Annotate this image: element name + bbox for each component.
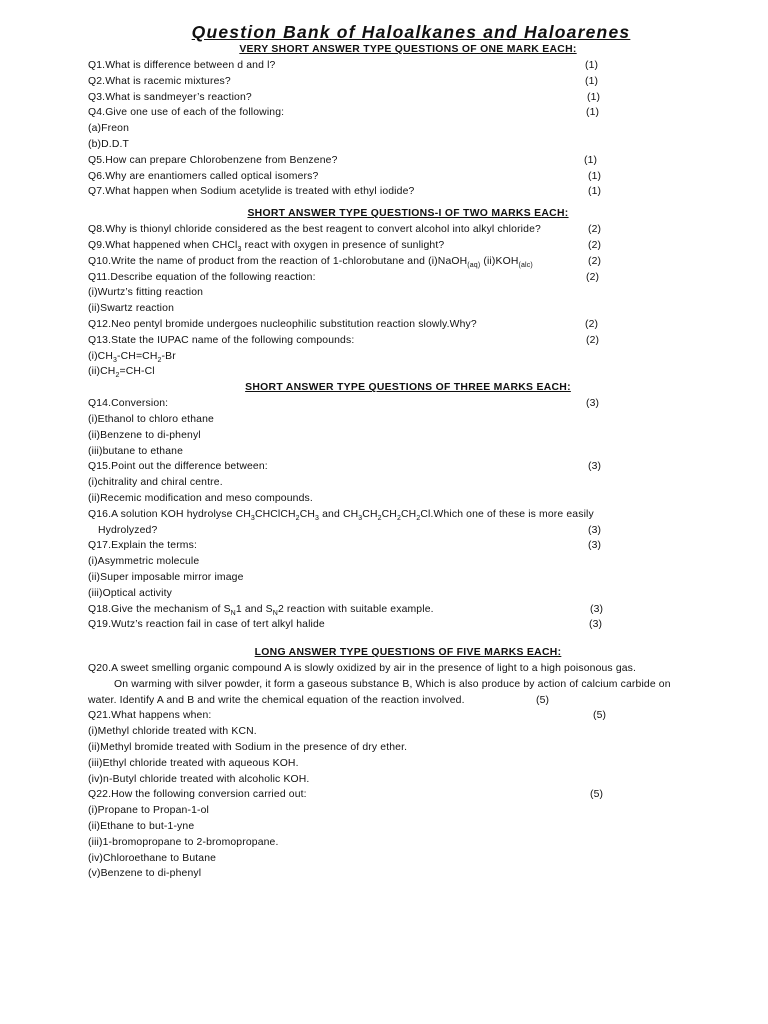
- question-text: water. Identify A and B and write the chemical equation of the reaction involved.: [88, 694, 465, 706]
- marks-label: (1): [586, 107, 600, 119]
- question-text: Q16.A solution KOH hydrolyse CH: [88, 508, 251, 520]
- marks-label: (5): [536, 694, 550, 706]
- question-q9: [88, 238, 728, 254]
- question-text: CH: [381, 508, 397, 520]
- question-q1: [88, 58, 728, 74]
- marks-label: (2): [588, 224, 602, 236]
- question-q2: [88, 74, 728, 90]
- formula-text: -Br: [161, 350, 176, 362]
- subscript: 3: [113, 356, 118, 364]
- marks-label: (1): [585, 60, 599, 71]
- question-q7: [88, 184, 728, 200]
- subscript: 2: [377, 514, 382, 522]
- document-page: [88, 22, 728, 882]
- question-text: Q17.Explain the terms:: [88, 540, 197, 552]
- question-q3: [88, 90, 728, 106]
- marks-label: (1): [584, 154, 598, 166]
- sub-item: (iii)Optical activity: [88, 587, 172, 599]
- question-text: Q15.Point out the difference between:: [88, 461, 268, 473]
- marks-label: (2): [586, 271, 600, 283]
- sub-item: (iii)Ethyl chloride treated with aqueous KOH.: [88, 757, 299, 769]
- formula-text: (ii)CH: [88, 366, 116, 378]
- subscript: 3: [358, 514, 363, 522]
- question-q19: [88, 617, 728, 633]
- question-text: Q14.Conversion:: [88, 398, 169, 410]
- page-title: Question Bank of Haloalkanes and Haloarenes: [191, 22, 631, 42]
- sub-item: (ii)Swartz reaction: [88, 303, 174, 315]
- section-heading-two-marks: SHORT ANSWER TYPE QUESTIONS-I OF TWO MARKS EACH:: [247, 208, 569, 220]
- question-text: Cl.Which one of these is more easily: [420, 508, 594, 520]
- marks-label: (3): [588, 461, 602, 473]
- question-text: Q13.State the IUPAC name of the following compounds:: [88, 334, 355, 346]
- marks-label: (2): [585, 318, 599, 330]
- question-q20-continued: [88, 693, 728, 709]
- marks-label: (1): [588, 170, 602, 182]
- marks-label: (3): [589, 619, 603, 631]
- question-text: Hydrolyzed?: [98, 524, 158, 536]
- question-text: Q6.Why are enantiomers called optical isomers?: [88, 170, 319, 182]
- question-text: Q12.Neo pentyl bromide undergoes nucleophilic substitution reaction slowly.Why?: [88, 318, 477, 330]
- question-q10: [88, 254, 728, 270]
- question-q17: [88, 538, 728, 554]
- question-text: Q5.How can prepare Chlorobenzene from Benzene?: [88, 154, 338, 166]
- sub-item: (a)Freon: [88, 123, 130, 135]
- question-text: Q11.Describe equation of the following reaction:: [88, 271, 316, 283]
- question-text: Q9.What happened when CHCl: [88, 239, 238, 251]
- sub-item: (iv)Chloroethane to Butane: [88, 852, 217, 864]
- question-text: CH: [299, 508, 316, 520]
- marks-label: (2): [588, 255, 602, 267]
- question-q11: [88, 270, 728, 286]
- question-text: CHClCH: [254, 508, 296, 520]
- subscript: 2: [416, 514, 421, 522]
- question-text: (ii)KOH: [480, 255, 519, 267]
- sub-item: (iii)butane to ethane: [88, 445, 183, 457]
- question-q22: [88, 787, 728, 803]
- sub-item: (i)Wurtz’s fitting reaction: [88, 287, 204, 299]
- marks-label: (1): [585, 75, 599, 87]
- question-text: Q22.How the following conversion carried out:: [88, 789, 307, 801]
- sub-item-formula: [88, 349, 728, 365]
- question-text: Q10.Write the name of product from the reaction of 1-chlorobutane and (i)NaOH: [88, 255, 468, 267]
- question-q6: [88, 169, 728, 185]
- question-q21: [88, 708, 728, 724]
- subscript: 2: [396, 514, 402, 522]
- subscript: (aq): [467, 261, 481, 269]
- marks-label: (3): [590, 603, 604, 615]
- question-q4: [88, 105, 728, 121]
- question-text: 2 reaction with suitable example.: [277, 603, 434, 615]
- question-q15: [88, 459, 728, 475]
- question-text: Q3.What is sandmeyer’s reaction?: [88, 91, 252, 103]
- marks-label: (1): [587, 91, 601, 103]
- marks-label: (3): [588, 540, 602, 552]
- question-text: CH: [362, 508, 378, 520]
- question-q20: Q20.A sweet smelling organic compound A is slowly oxidized by air in the presence of light to a high poisonous gas.: [88, 663, 637, 675]
- subscript: 2: [295, 514, 300, 522]
- question-q12: [88, 317, 728, 333]
- marks-label: (2): [588, 239, 602, 251]
- question-text: Q8.Why is thionyl chloride considered as the best reagent to convert alcohol into alkyl chloride?: [88, 224, 541, 236]
- sub-item: (ii)Super imposable mirror image: [88, 571, 244, 583]
- subscript: N: [230, 609, 236, 617]
- sub-item: (ii)Benzene to di-phenyl: [88, 429, 201, 441]
- sub-item: (ii)Ethane to but-1-yne: [88, 821, 195, 833]
- subscript: 2: [157, 356, 162, 364]
- subscript: (alc): [518, 261, 533, 269]
- sub-item: (i)Asymmetric molecule: [88, 556, 200, 568]
- question-q8: [88, 222, 728, 238]
- marks-label: (3): [586, 398, 600, 410]
- question-text: Q19.Wutz’s reaction fail in case of tert alkyl halide: [88, 619, 325, 631]
- question-text: Q21.What happens when:: [88, 710, 212, 722]
- sub-item: (b)D.D.T: [88, 138, 130, 150]
- subscript: 2: [115, 372, 120, 380]
- question-text: 1 and S: [235, 603, 273, 615]
- sub-item: (i)Methyl chloride treated with KCN.: [88, 726, 257, 738]
- question-q16-continued: [88, 523, 728, 539]
- sub-item: (i)Ethanol to chloro ethane: [88, 413, 214, 425]
- question-text: CH: [401, 508, 417, 520]
- sub-item-formula: [88, 364, 728, 380]
- question-q20-continued: On warming with silver powder, it form a gaseous substance B, Which is also produce by action of calcium carbide on: [114, 678, 671, 690]
- marks-label: (5): [590, 789, 604, 801]
- sub-item: (iv)n-Butyl chloride treated with alcoholic KOH.: [88, 773, 310, 785]
- question-text: Q4.Give one use of each of the following:: [88, 107, 285, 119]
- question-q5: [88, 153, 728, 169]
- subscript: N: [272, 609, 278, 617]
- question-text: Q18.Give the mechanism of S: [88, 603, 231, 615]
- section-heading-three-marks: SHORT ANSWER TYPE QUESTIONS OF THREE MARKS EACH:: [245, 382, 571, 394]
- formula-text: (i)CH: [88, 350, 113, 362]
- subscript: 3: [315, 514, 320, 522]
- question-q13: [88, 333, 728, 349]
- subscript: 3: [250, 514, 255, 522]
- section-heading-one-mark: VERY SHORT ANSWER TYPE QUESTIONS OF ONE MARK EACH:: [239, 44, 577, 55]
- question-text: react with oxygen in presence of sunlight?: [241, 239, 445, 251]
- question-q16: [88, 507, 728, 523]
- question-q14: [88, 396, 728, 412]
- question-q18: [88, 602, 728, 618]
- question-text: and CH: [319, 508, 359, 520]
- marks-label: (1): [588, 186, 602, 198]
- question-text: Q1.What is difference between d and l?: [88, 60, 276, 71]
- sub-item: (v)Benzene to di-phenyl: [88, 868, 202, 880]
- sub-item: (i)chitrality and chiral centre.: [88, 477, 223, 489]
- formula-text: -CH=CH: [117, 350, 158, 362]
- sub-item: (ii)Recemic modification and meso compounds.: [88, 492, 313, 504]
- subscript: 3: [237, 246, 242, 254]
- marks-label: (2): [586, 334, 600, 346]
- marks-label: (3): [588, 524, 602, 536]
- marks-label: (5): [593, 710, 607, 722]
- question-text: Q7.What happen when Sodium acetylide is treated with ethyl iodide?: [88, 186, 415, 198]
- sub-item: (ii)Methyl bromide treated with Sodium in the presence of dry ether.: [88, 742, 408, 754]
- section-heading-five-marks: LONG ANSWER TYPE QUESTIONS OF FIVE MARKS EACH:: [254, 647, 562, 659]
- sub-item: (iii)1-bromopropane to 2-bromopropane.: [88, 836, 279, 848]
- formula-text: =CH-Cl: [119, 366, 155, 378]
- sub-item: (i)Propane to Propan-1-ol: [88, 805, 209, 817]
- question-text: Q2.What is racemic mixtures?: [88, 75, 231, 87]
